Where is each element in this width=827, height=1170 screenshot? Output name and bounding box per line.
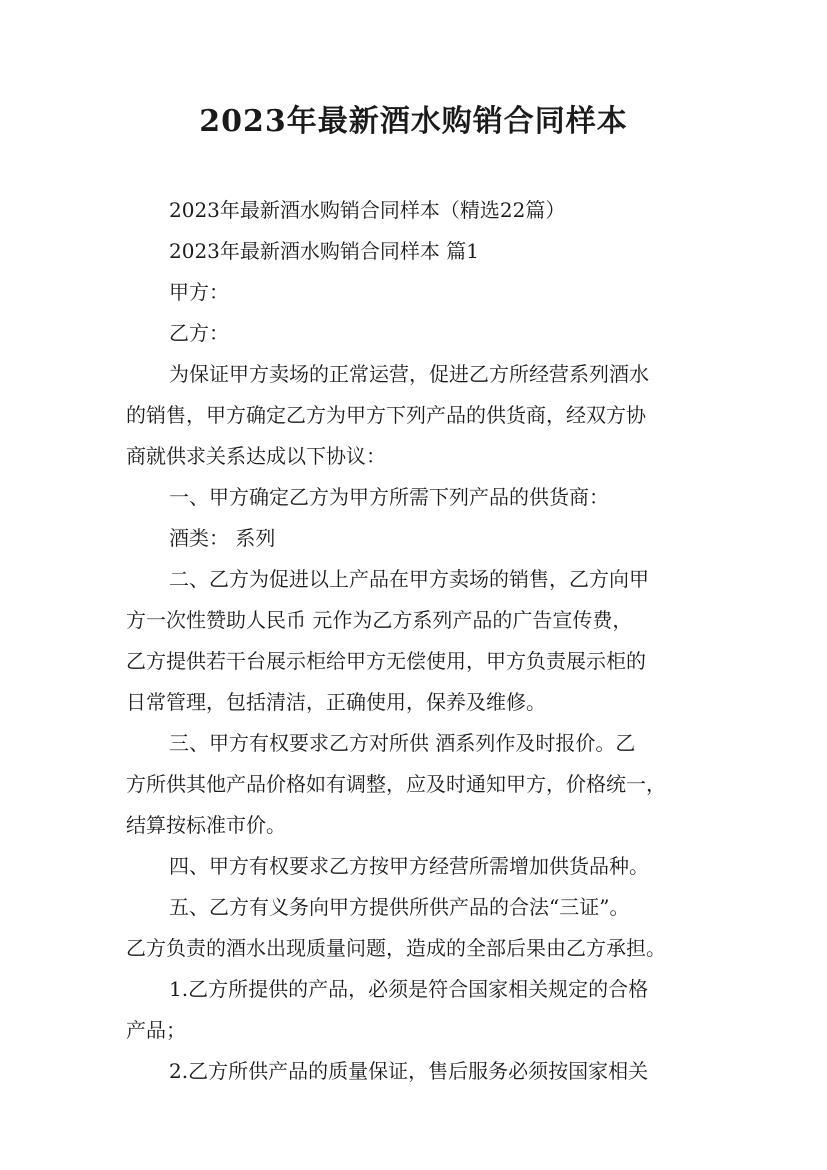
- body-line: 为保证甲方卖场的正常运营，促进乙方所经营系列酒水: [169, 362, 649, 386]
- body-line: 方一次性赞助人民币 元作为乙方系列产品的广告宣传费，: [126, 608, 633, 632]
- body-line: 五、乙方有义务向甲方提供所供产品的合法“三证”。: [169, 895, 630, 919]
- body-line: 乙方：: [169, 321, 229, 345]
- body-line: 2.乙方所供产品的质量保证，售后服务必须按国家相关: [169, 1059, 649, 1083]
- body-line: 1.乙方所提供的产品，必须是符合国家相关规定的合格: [169, 977, 649, 1001]
- body-line: 2023年最新酒水购销合同样本（精选22篇）: [169, 198, 566, 222]
- body-line: 三、甲方有权要求乙方对所供 酒系列作及时报价。乙: [169, 731, 636, 755]
- body-line: 四、甲方有权要求乙方按甲方经营所需增加供货品种。: [169, 854, 649, 878]
- body-line: 乙方提供若干台展示柜给甲方无偿使用，甲方负责展示柜的: [126, 649, 646, 673]
- body-line: 乙方负责的酒水出现质量问题，造成的全部后果由乙方承担。: [126, 936, 666, 960]
- body-line: 二、乙方为促进以上产品在甲方卖场的销售，乙方向甲: [169, 567, 649, 591]
- body-line: 商就供求关系达成以下协议：: [126, 444, 386, 468]
- body-line: 酒类： 系列: [169, 526, 276, 550]
- body-line: 结算按标准市价。: [126, 813, 286, 837]
- body-line: 一、甲方确定乙方为甲方所需下列产品的供货商：: [169, 485, 609, 509]
- body-line: 的销售，甲方确定乙方为甲方下列产品的供货商，经双方协: [126, 403, 646, 427]
- body-line: 日常管理，包括清洁，正确使用，保养及维修。: [126, 690, 546, 714]
- body-line: 方所供其他产品价格如有调整，应及时通知甲方，价格统一，: [126, 772, 666, 796]
- document-body: [126, 190, 706, 1092]
- body-line: 2023年最新酒水购销合同样本 篇1: [169, 239, 479, 263]
- document-title: 2023年最新酒水购销合同样本: [199, 104, 628, 139]
- body-line: 甲方：: [169, 280, 229, 304]
- body-line: 产品；: [126, 1018, 186, 1042]
